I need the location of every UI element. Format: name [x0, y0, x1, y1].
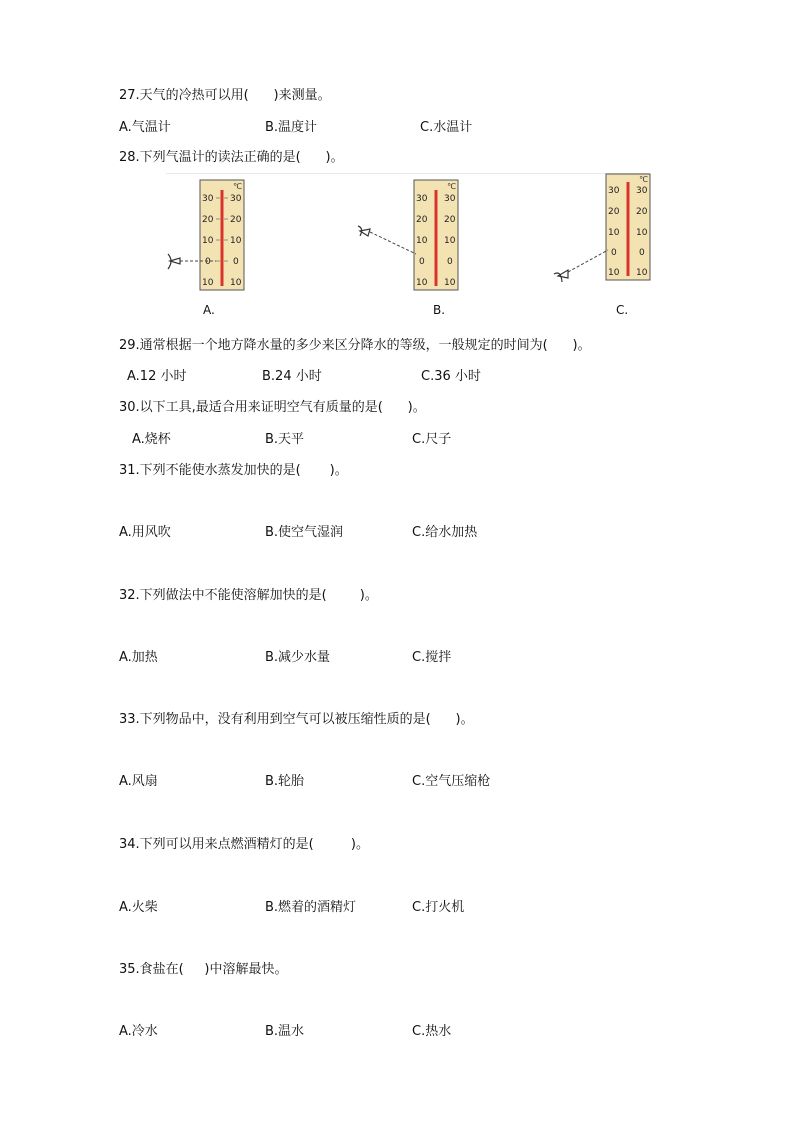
question-34-stem: 34.下列可以用来点燃酒精灯的是( )。: [119, 837, 370, 852]
question-32-stem: 32.下列做法中不能使溶解加快的是( )。: [119, 588, 378, 603]
q30-option-a[interactable]: A.烧杯: [132, 432, 171, 447]
thermometer-figure-a: [160, 176, 260, 298]
svg-text:0: 0: [447, 257, 453, 267]
svg-text:0: 0: [233, 257, 239, 267]
question-28-stem: 28.下列气温计的读法正确的是( )。: [119, 150, 344, 165]
question-30-stem: 30.以下工具,最适合用来证明空气有质量的是( )。: [119, 400, 426, 415]
svg-text:10: 10: [444, 236, 456, 246]
sight-line: [370, 232, 416, 254]
q35-option-b[interactable]: B.温水: [265, 1024, 305, 1039]
svg-text:10: 10: [636, 228, 648, 238]
svg-text:20: 20: [202, 215, 214, 225]
q32-option-b[interactable]: B.减少水量: [265, 650, 331, 665]
q34-option-a[interactable]: A.火柴: [119, 900, 158, 915]
svg-text:30: 30: [202, 194, 214, 204]
svg-text:10: 10: [416, 236, 428, 246]
q32-option-c[interactable]: C.搅拌: [412, 650, 452, 665]
q31-option-b[interactable]: B.使空气湿润: [265, 525, 344, 540]
q34-option-c[interactable]: C.打火机: [412, 900, 465, 915]
svg-text:30: 30: [416, 194, 428, 204]
svg-text:10: 10: [230, 278, 242, 288]
svg-text:30: 30: [608, 186, 620, 196]
svg-text:30: 30: [636, 186, 648, 196]
thermometer-figure-b: [352, 176, 472, 298]
svg-text:30: 30: [230, 194, 242, 204]
eye-icon: [168, 254, 180, 269]
q31-option-a[interactable]: A.用风吹: [119, 525, 171, 540]
q35-option-a[interactable]: A.冷水: [119, 1024, 158, 1039]
q27-option-c[interactable]: C.水温计: [420, 120, 473, 135]
q33-option-b[interactable]: B.轮胎: [265, 774, 305, 789]
q29-option-b[interactable]: B.24 小时: [262, 369, 322, 384]
svg-text:℃: ℃: [639, 175, 648, 184]
question-33-stem: 33.下列物品中，没有利用到空气可以被压缩性质的是( )。: [119, 712, 474, 727]
eye-icon: [554, 270, 568, 282]
q30-option-c[interactable]: C.尺子: [412, 432, 452, 447]
svg-text:10: 10: [202, 236, 214, 246]
question-35-stem: 35.食盐在( )中溶解最快。: [119, 962, 288, 977]
svg-text:10: 10: [608, 228, 620, 238]
svg-text:0: 0: [639, 248, 645, 258]
svg-text:10: 10: [608, 268, 620, 278]
question-29-stem: 29.通常根据一个地方降水量的多少来区分降水的等级，一般规定的时间为( )。: [119, 338, 591, 353]
svg-text:10: 10: [202, 278, 214, 288]
svg-text:0: 0: [419, 257, 425, 267]
q33-option-c[interactable]: C.空气压缩枪: [412, 774, 491, 789]
sight-line: [568, 250, 608, 272]
unit-label: ℃: [233, 182, 242, 191]
q34-option-b[interactable]: B.燃着的酒精灯: [265, 900, 357, 915]
svg-text:20: 20: [416, 215, 428, 225]
svg-text:10: 10: [636, 268, 648, 278]
q32-option-a[interactable]: A.加热: [119, 650, 158, 665]
svg-text:10: 10: [416, 278, 428, 288]
svg-text:0: 0: [611, 248, 617, 258]
svg-text:10: 10: [230, 236, 242, 246]
svg-text:20: 20: [608, 207, 620, 217]
svg-text:30: 30: [444, 194, 456, 204]
q30-option-b[interactable]: B.天平: [265, 432, 305, 447]
svg-text:10: 10: [444, 278, 456, 288]
q33-option-a[interactable]: A.风扇: [119, 774, 158, 789]
svg-text:20: 20: [636, 207, 648, 217]
q27-option-b[interactable]: B.温度计: [265, 120, 318, 135]
thermometer-figure-c: [548, 172, 658, 290]
q29-option-c[interactable]: C.36 小时: [421, 369, 481, 384]
svg-text:0: 0: [205, 257, 211, 267]
eye-icon: [358, 226, 370, 236]
question-27-stem: 27.天气的冷热可以用( )来测量。: [119, 88, 331, 103]
figure-label-b[interactable]: B.: [433, 303, 446, 317]
svg-text:20: 20: [444, 215, 456, 225]
q27-option-a[interactable]: A.气温计: [119, 120, 171, 135]
figure-label-a[interactable]: A.: [203, 303, 215, 317]
q31-option-c[interactable]: C.给水加热: [412, 525, 478, 540]
svg-text:20: 20: [230, 215, 242, 225]
q35-option-c[interactable]: C.热水: [412, 1024, 452, 1039]
figure-label-c[interactable]: C.: [616, 303, 629, 317]
q29-option-a[interactable]: A.12 小时: [127, 369, 187, 384]
svg-text:℃: ℃: [447, 182, 456, 191]
question-31-stem: 31.下列不能使水蒸发加快的是( )。: [119, 463, 348, 478]
